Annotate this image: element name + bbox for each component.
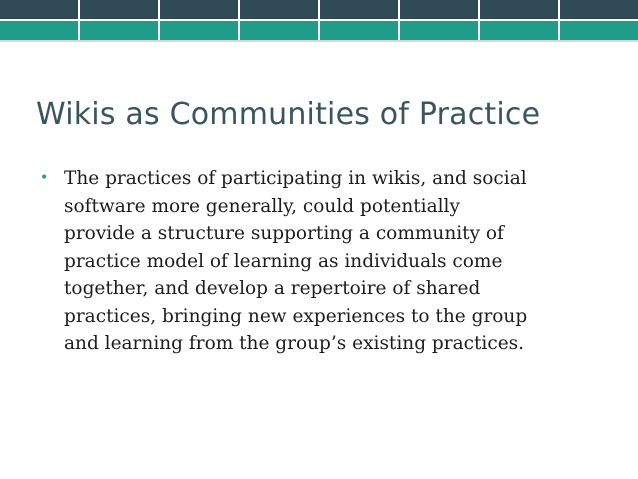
bullet-text-line: and learning from the group’s existing practices. (64, 333, 525, 354)
bullet-item (40, 165, 606, 358)
slide-title: Wikis as Communities of Practice (36, 97, 541, 132)
bullet-text-line: software more generally, could potentially (64, 195, 460, 217)
header-band-split (0, 19, 638, 21)
bullet-text-line: The practices of participating in wikis, and social (64, 168, 527, 189)
bullet-text-line: practices, bringing new experiences to the group (64, 305, 528, 327)
bullet-marker: • (40, 170, 49, 186)
bullet-list (40, 165, 606, 358)
bullet-text-line: practice model of learning as individuals come (64, 250, 503, 272)
header-band (0, 0, 638, 42)
header-band-accent (0, 40, 638, 42)
bullet-text-line: together, and develop a repertoire of shared (64, 278, 481, 299)
bullet-text-line: provide a structure supporting a community of (64, 223, 504, 244)
